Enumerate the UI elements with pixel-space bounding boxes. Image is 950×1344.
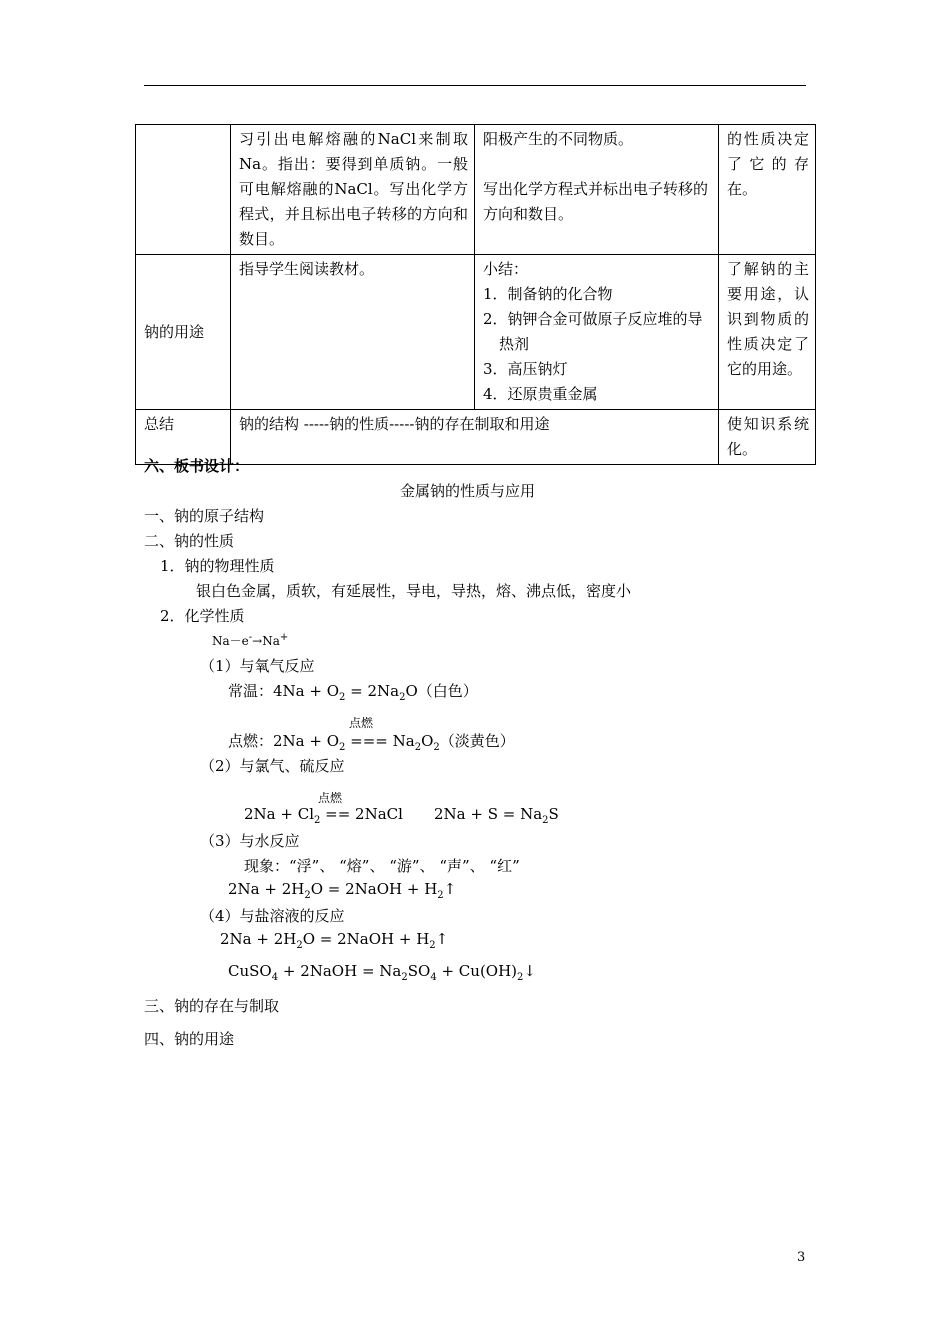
cell-line: 2．钠钾合金可做原子反应堆的导热剂 [483,310,703,353]
cell-line: 小结： [483,260,529,278]
equation: $2Na + Cl_2$ == 2NaCl [244,805,403,826]
board-section: 四、钠的用途 [144,1030,235,1048]
board-text: 银白色金属，质软，有延展性，导电，导热，熔、沸点低，密度小 [196,582,632,600]
page-number: 3 [797,1250,806,1265]
table-row [136,255,816,410]
board-subsection: 1．钠的物理性质 [160,557,275,575]
board-section: 三、钠的存在与制取 [144,997,280,1015]
table-cell: 钠的结构 -----钠的性质-----钠的存在制取和用途 [231,410,719,465]
table-cell: 使知识系统化。 [719,410,816,465]
condition-label: 点燃 [318,791,343,805]
cell-line: 3．高压钠灯 [483,360,568,378]
equation: 点燃：$2Na + O_2$ === $Na_2O_2$（淡黄色） [228,732,515,753]
cell-line: 阳极产生的不同物质。 [483,130,634,148]
board-item: （4）与盐溶液的反应 [200,907,345,925]
equation: $2Na + 2H_2O$ = 2NaOH + $H_2↑$ [228,880,457,901]
table-cell: 的性质决定了它的存在。 [719,125,816,255]
board-item: （3）与水反应 [200,832,300,850]
table-row [136,125,816,255]
table-cell: 了解钠的主要用途，认识到物质的性质决定了它的用途。 [719,255,816,410]
table-cell: 总结 [136,410,231,465]
equation: 常温：$4Na + O_2 = 2Na_2O$（白色） [228,682,478,703]
cell-line [483,152,712,177]
board-item: （1）与氧气反应 [200,657,315,675]
lesson-table [135,124,816,465]
cell-line: 1．制备钠的化合物 [483,285,613,303]
table-cell: 习引出电解熔融的NaCl来制取Na。指出：要得到单质钠。一般可电解熔融的NaCl。写出化学方程式，并且标出电子转移的方向和数目。 [231,125,475,255]
condition-label: 点燃 [349,716,374,730]
equation: $2Na + S = Na_2S$ [434,805,559,826]
board-section: 二、钠的性质 [144,532,235,550]
board-section: 一、钠的原子结构 [144,507,265,525]
table-cell [136,125,231,255]
board-text: 现象：“浮”、 “熔”、 “游”、 “声”、 “红” [244,857,520,875]
equation: CuSO$_4$ + 2NaOH = $Na_2SO_4$ + $Cu(OH)_2↓$ [228,962,536,983]
board-item: （2）与氯气、硫反应 [200,757,345,775]
table-cell [475,255,719,410]
board-title: 金属钠的性质与应用 [400,482,536,500]
cell-line: 4．还原贵重金属 [483,385,598,403]
header-rule [144,85,806,86]
table-cell: 指导学生阅读教材。 [231,255,475,410]
table-cell: 钠的用途 [136,255,231,410]
table-cell [475,125,719,255]
cell-line: 写出化学方程式并标出电子转移的方向和数目。 [483,180,709,223]
board-subsection: 2．化学性质 [160,607,245,625]
equation: $2Na + 2H_2O$ = 2NaOH + $H_2↑$ [220,930,449,951]
ionization-equation: Na－e-→Na+ [212,632,289,648]
section-heading: 六、板书设计： [144,457,250,475]
